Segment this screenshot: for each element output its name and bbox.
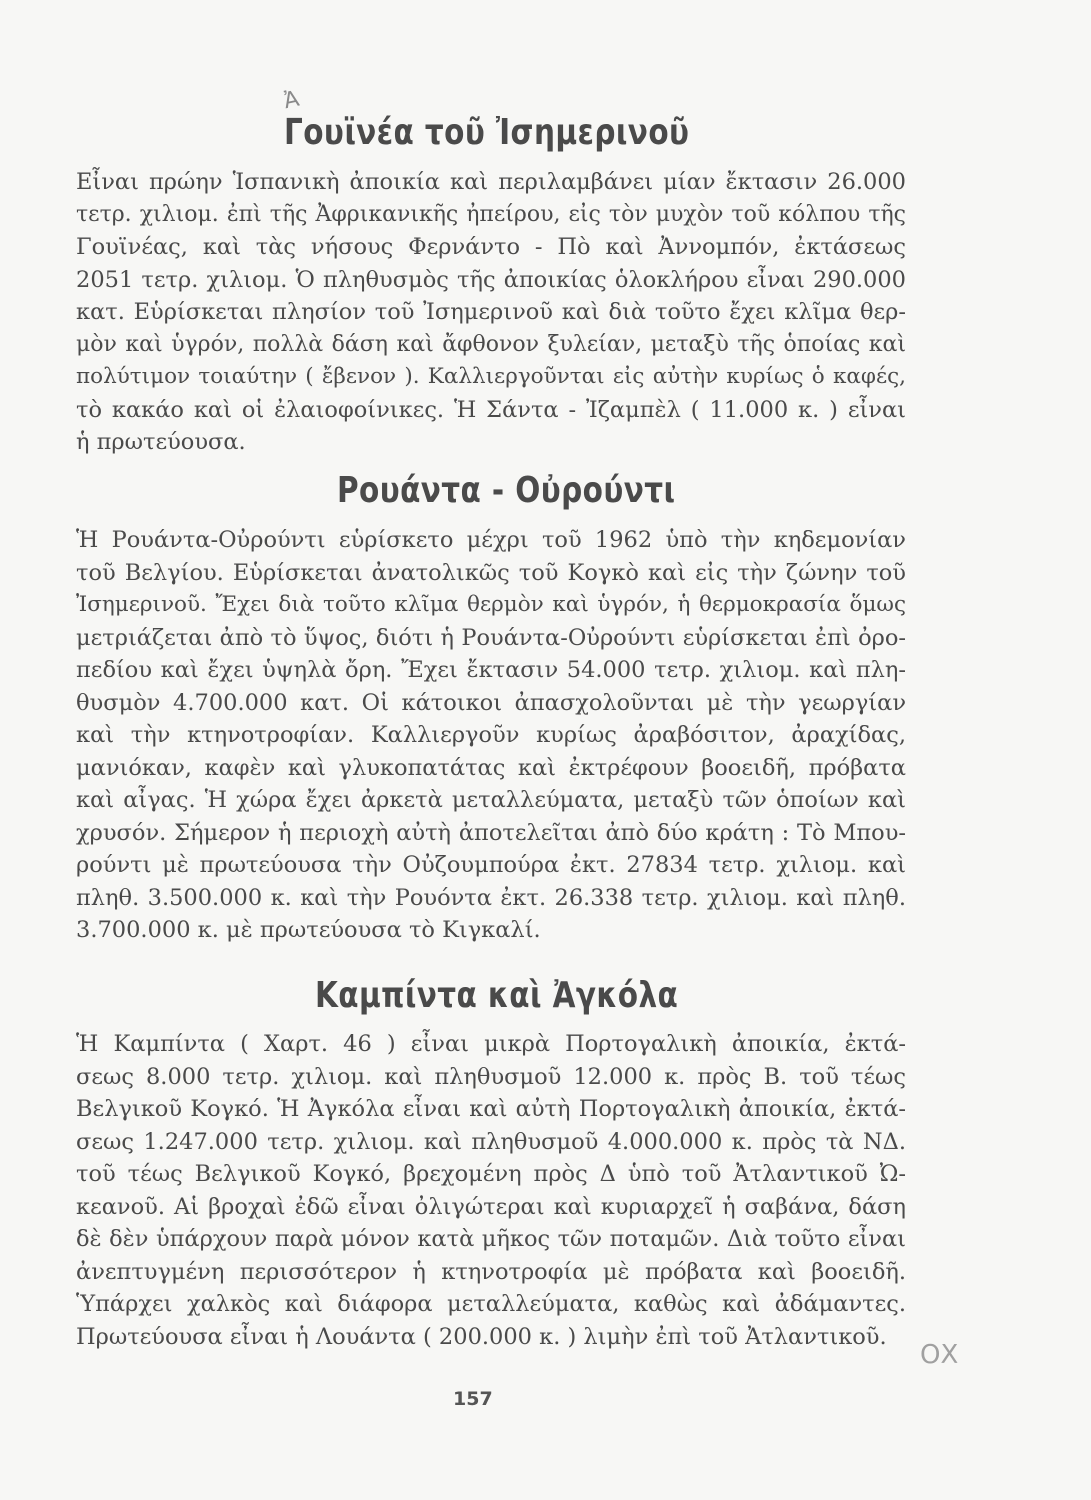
text-line: Ἡ Καμπίντα ( Χαρτ. 46 ) εἶναι μικρὰ Πορτογαλικὴ ἀποικία, ἐκτά- xyxy=(76,1031,906,1057)
text-line: σεως 1.247.000 τετρ. χιλιομ. καὶ πληθυσμοῦ 4.000.000 κ. πρὸς τὰ ΝΔ. xyxy=(76,1128,906,1155)
text-line: θυσμὸν 4.700.000 κατ. Οἱ κάτοικοι ἀπασχολοῦνται μὲ τὴν γεωργίαν xyxy=(76,689,906,716)
section-body-guinea xyxy=(76,166,906,459)
text-line: μετριάζεται ἀπὸ τὸ ὕψος, διότι ἡ Ρουάντα-Οὐρούντι εὑρίσκεται ἐπὶ ὀρο- xyxy=(76,624,906,651)
text-line: πεδίου καὶ ἔχει ὑψηλὰ ὄρη. Ἔχει ἔκτασιν 54.000 τετρ. χιλιομ. καὶ πλη- xyxy=(76,657,906,683)
text-line: 2051 τετρ. χιλιομ. Ὁ πληθυσμὸς τῆς ἀποικίας ὁλοκλήρου εἶναι 290.000 xyxy=(76,266,906,293)
text-line: πληθ. 3.500.000 κ. καὶ τὴν Ρουόντα ἐκτ. 26.338 τετρ. χιλιομ. καὶ πληθ. xyxy=(76,884,906,911)
text-line: μὸν καὶ ὑγρόν, πολλὰ δάση καὶ ἄφθονον ξυλείαν, μεταξὺ τῆς ὁποίας καὶ xyxy=(76,331,906,357)
handwritten-margin-mark: ΟΧ xyxy=(920,1340,959,1370)
text-line: τοῦ Βελγίου. Εὑρίσκεται ἀνατολικῶς τοῦ Κογκὸ καὶ εἰς τὴν ζώνην τοῦ xyxy=(76,559,906,586)
text-line: Βελγικοῦ Κογκό. Ἡ Ἀγκόλα εἶναι καὶ αὐτὴ Πορτογαλικὴ ἀποικία, ἐκτά- xyxy=(76,1096,906,1122)
text-line: ἀνεπτυγμένη περισσότερον ἡ κτηνοτροφία μὲ πρόβατα καὶ βοοειδῆ. xyxy=(76,1258,906,1285)
text-line: τοῦ τέως Βελγικοῦ Κογκό, βρεχομένη πρὸς Δ ὑπὸ τοῦ Ἀτλαντικοῦ Ὠ- xyxy=(76,1161,906,1187)
text-line: κεανοῦ. Αἱ βροχαὶ ἐδῶ εἶναι ὀλιγώτεραι καὶ κυριαρχεῖ ἡ σαβάνα, δάση xyxy=(76,1193,906,1220)
text-line: 3.700.000 κ. μὲ πρωτεύουσα τὸ Κιγκαλί. xyxy=(76,917,541,943)
text-line: κατ. Εὑρίσκεται πλησίον τοῦ Ἰσημερινοῦ καὶ διὰ τοῦτο ἔχει κλῖμα θερ- xyxy=(76,299,906,325)
section-title-rwanda: Ρουάντα - Οὐρούντι xyxy=(337,470,676,511)
text-line: Εἶναι πρώην Ἱσπανικὴ ἀποικία καὶ περιλαμβάνει μίαν ἔκτασιν 26.000 xyxy=(76,169,906,195)
text-line: Γουϊνέας, καὶ τὰς νήσους Φερνάντο - Πὸ καὶ Ἀννομπόν, ἐκτάσεως xyxy=(76,234,906,260)
text-line: μανιόκαν, καφὲν καὶ γλυκοπατάτας καὶ ἐκτρέφουν βοοειδῆ, πρόβατα xyxy=(76,754,906,781)
section-body-rwanda xyxy=(76,524,906,947)
section-title-cabinda-angola: Καμπίντα καὶ Ἀγκόλα xyxy=(315,975,679,1016)
text-line: ἡ πρωτεύουσα. xyxy=(76,429,246,455)
text-line: δὲ δὲν ὑπάρχουν παρὰ μόνον κατὰ μῆκος τῶν ποταμῶν. Διὰ τοῦτο εἶναι xyxy=(76,1226,906,1252)
text-line: Πρωτεύουσα εἶναι ἡ Λουάντα ( 200.000 κ. ) λιμὴν ἐπὶ τοῦ Ἀτλαντικοῦ. xyxy=(76,1323,887,1350)
text-line: πολύτιμον τοιαύτην ( ἔβενον ). Καλλιεργοῦνται εἰς αὐτὴν κυρίως ὁ καφές, xyxy=(76,364,906,389)
section-title-guinea: Γουϊνέα τοῦ Ἰσημερινοῦ xyxy=(284,112,690,153)
section-body-cabinda-angola xyxy=(76,1028,906,1353)
text-line: Ὑπάρχει χαλκὸς καὶ διάφορα μεταλλεύματα, καθὼς καὶ ἀδάμαντες. xyxy=(76,1291,906,1317)
text-line: καὶ αἶγας. Ἡ χώρα ἔχει ἀρκετὰ μεταλλεύματα, μεταξὺ τῶν ὁποίων καὶ xyxy=(76,787,906,813)
text-line: χρυσόν. Σήμερον ἡ περιοχὴ αὐτὴ ἀποτελεῖται ἀπὸ δύο κράτη : Τὸ Μπου- xyxy=(76,819,906,846)
page-number: 157 xyxy=(453,1388,493,1410)
text-line: Ἡ Ρουάντα-Οὐρούντι εὑρίσκετο μέχρι τοῦ 1962 ὑπὸ τὴν κηδεμονίαν xyxy=(76,527,906,553)
text-line: Ἰσημερινοῦ. Ἔχει διὰ τοῦτο κλῖμα θερμὸν καὶ ὑγρόν, ἡ θερμοκρασία ὅμως xyxy=(76,592,906,617)
text-line: καὶ τὴν κτηνοτροφίαν. Καλλιεργοῦν κυρίως ἀραβόσιτον, ἀραχίδας, xyxy=(76,722,906,748)
text-line: ρούντι μὲ πρωτεύουσα τὴν Οὐζουμπούρα ἐκτ. 27834 τετρ. χιλιομ. καὶ xyxy=(76,852,906,878)
text-line: τὸ κακάο καὶ οἱ ἐλαιοφοίνικες. Ἡ Σάντα - Ἰζαμπὲλ ( 11.000 κ. ) εἶναι xyxy=(76,396,906,423)
text-line: σεως 8.000 τετρ. χιλιομ. καὶ πληθυσμοῦ 12.000 κ. πρὸς Β. τοῦ τέως xyxy=(76,1063,906,1090)
handwritten-mark: Ἀ xyxy=(281,86,302,115)
text-line: τετρ. χιλιομ. ἐπὶ τῆς Ἀφρικανικῆς ἠπείρου, εἰς τὸν μυχὸν τοῦ κόλπου τῆς xyxy=(76,201,906,227)
